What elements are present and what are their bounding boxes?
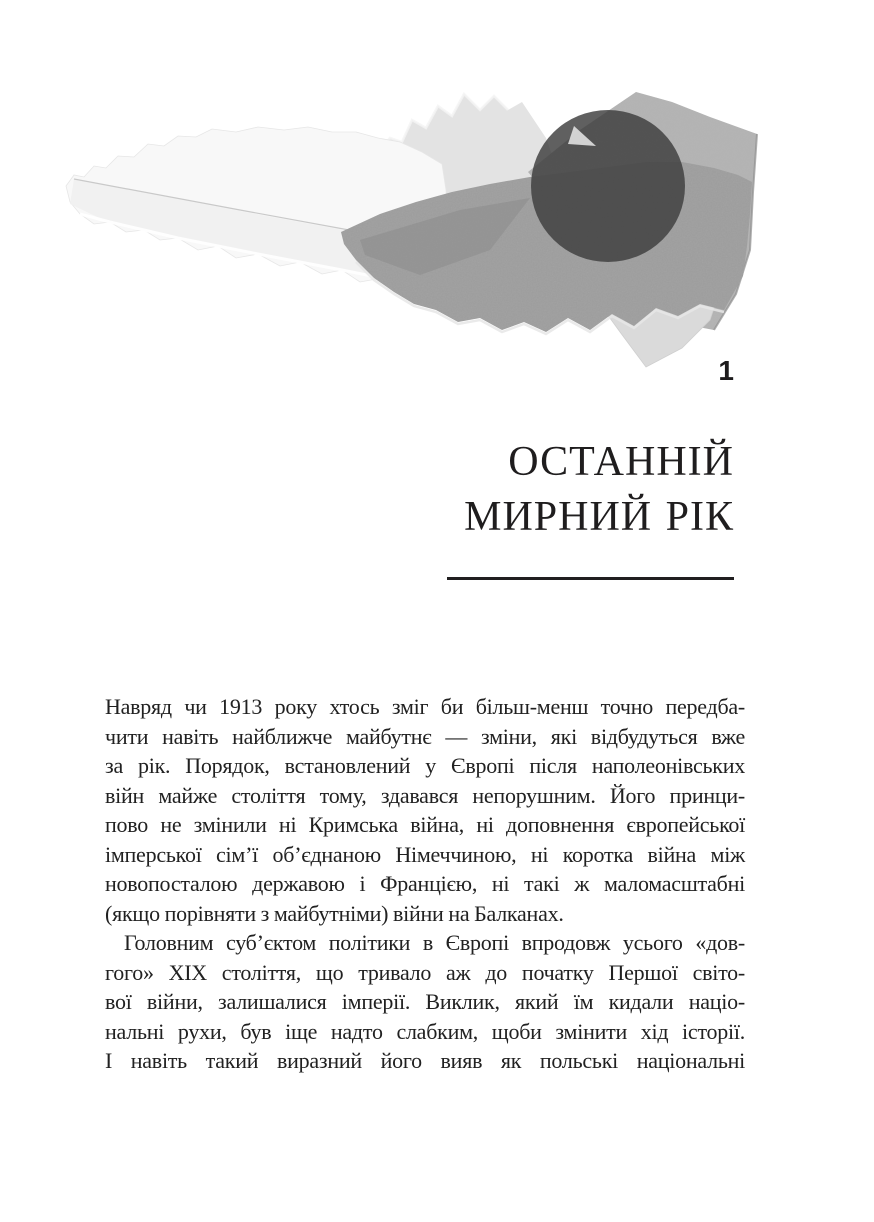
title-divider-rule — [447, 577, 734, 580]
body-text — [105, 692, 745, 1076]
torn-paper-collage — [60, 80, 760, 370]
chapter-title-line-1: ОСТАННІЙ — [508, 439, 734, 485]
text-line: Головним суб’єктом політики в Європі впродовж усього «дов- — [124, 930, 745, 955]
text-line: І навіть такий виразний його вияв як польські національні — [105, 1048, 745, 1073]
text-line: новопосталою державою і Францією, ні такі ж маломасштабні — [105, 871, 745, 896]
torn-paper-collage-illustration — [60, 80, 760, 370]
paragraph-1 — [105, 692, 745, 928]
chapter-title — [464, 435, 734, 545]
text-line: імперської сім’ї об’єднаною Німеччиною, ні коротка війна між — [105, 841, 745, 867]
text-line: вої війни, залишалися імперії. Виклик, який їм кидали націо- — [105, 989, 745, 1014]
text-line: нальні рухи, був іще надто слабким, щоби змінити хід історії. — [105, 1018, 745, 1044]
text-line: війн майже століття тому, здавався непорушним. Його принци- — [105, 782, 745, 808]
chapter-number: 1 — [718, 355, 734, 386]
text-line: за рік. Порядок, встановлений у Європі після наполеонівських — [105, 753, 745, 778]
text-line: гого» ХІХ століття, що тривало аж до початку Першої світо- — [105, 959, 745, 985]
text-line: (якщо порівняти з майбутніми) війни на Балканах. — [105, 900, 564, 926]
chapter-title-line-2: МИРНИЙ РІК — [464, 494, 734, 540]
text-line: чити навіть найближче майбутнє — зміни, які відбудуться вже — [105, 723, 745, 749]
dark-ink-circle — [531, 110, 685, 262]
text-line: пово не змінили ні Кримська війна, ні доповнення європейської — [105, 812, 745, 837]
text-line: Навряд чи 1913 року хтось зміг би більш-менш точно передба- — [105, 694, 745, 719]
paragraph-2 — [105, 928, 745, 1076]
